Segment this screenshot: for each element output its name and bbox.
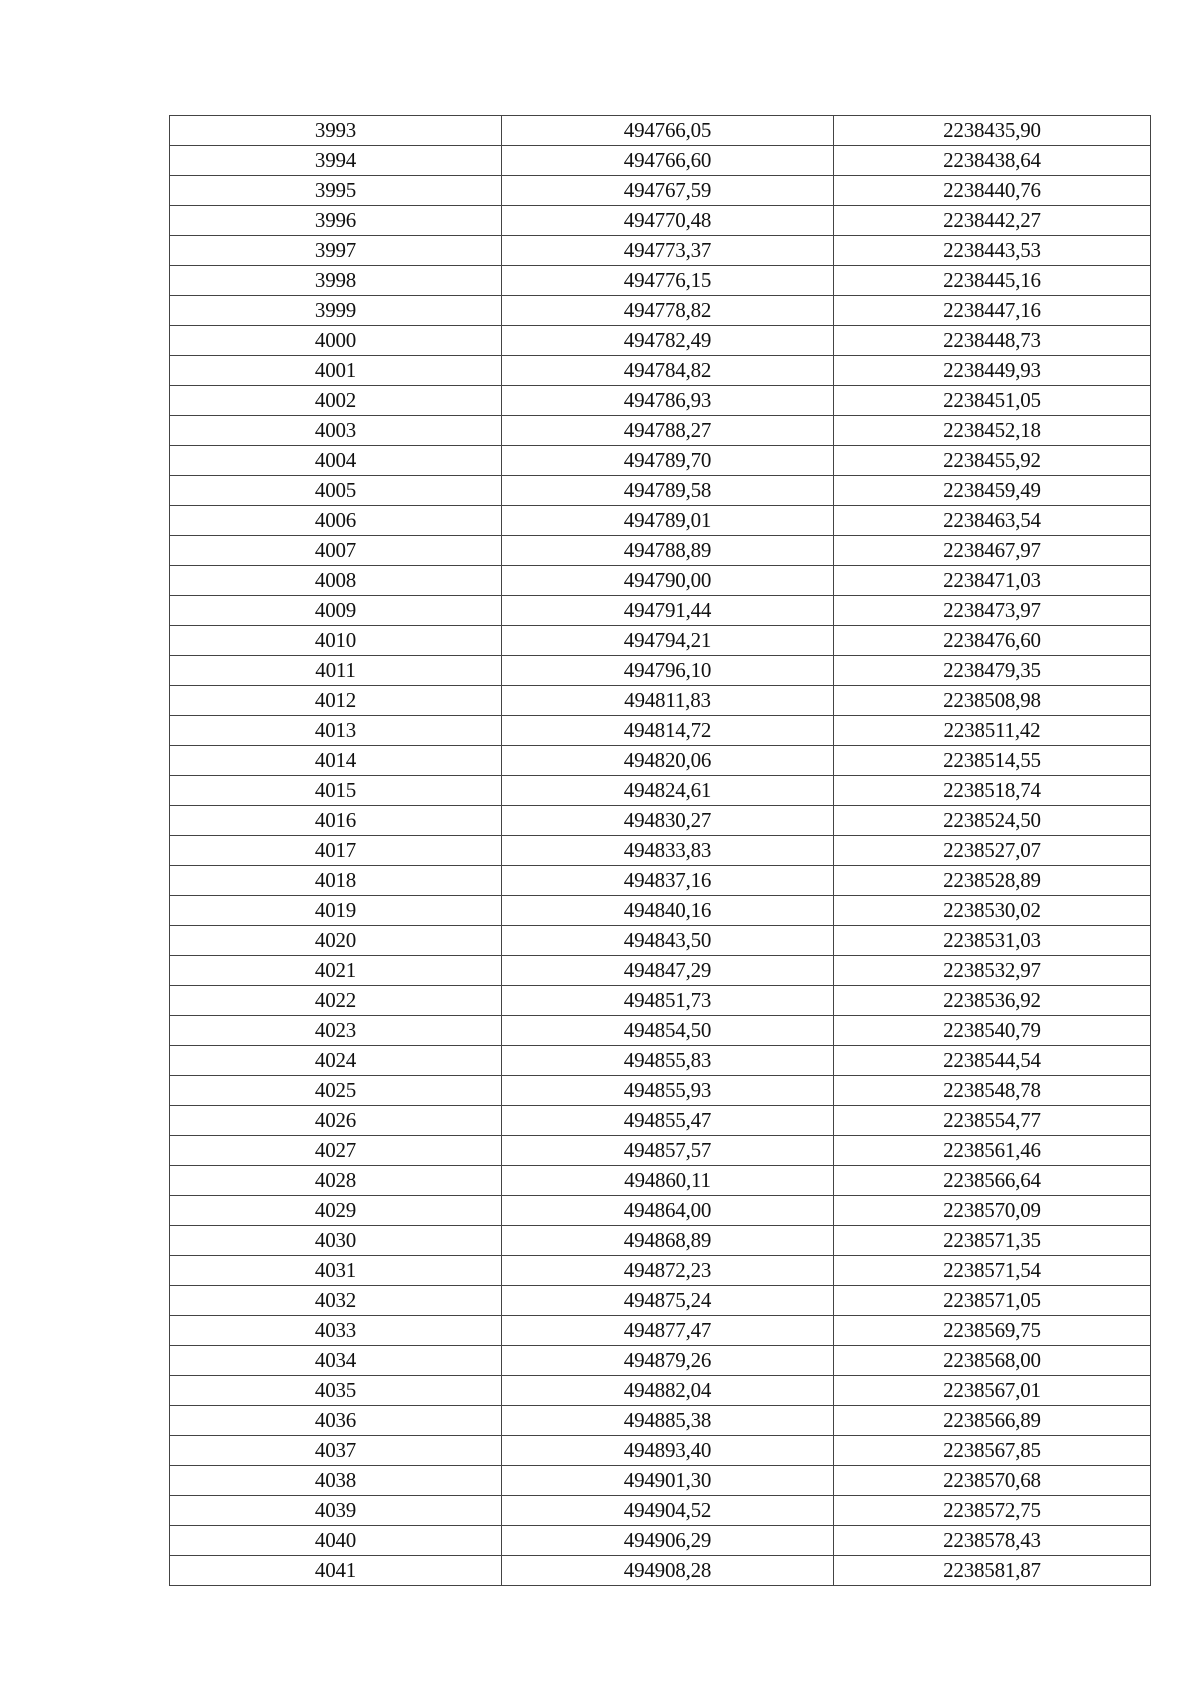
point-number-cell: 4000 — [170, 326, 502, 356]
point-number-cell: 4035 — [170, 1376, 502, 1406]
table-row — [170, 386, 1151, 416]
x-coordinate-cell: 494824,61 — [502, 776, 834, 806]
point-number-cell: 4027 — [170, 1136, 502, 1166]
point-number-cell: 3994 — [170, 146, 502, 176]
table-row — [170, 176, 1151, 206]
x-coordinate-cell: 494778,82 — [502, 296, 834, 326]
x-coordinate-cell: 494893,40 — [502, 1436, 834, 1466]
table-row — [170, 596, 1151, 626]
x-coordinate-cell: 494796,10 — [502, 656, 834, 686]
y-coordinate-cell: 2238532,97 — [834, 956, 1151, 986]
x-coordinate-cell: 494776,15 — [502, 266, 834, 296]
table-row — [170, 746, 1151, 776]
point-number-cell: 3999 — [170, 296, 502, 326]
x-coordinate-cell: 494789,01 — [502, 506, 834, 536]
y-coordinate-cell: 2238578,43 — [834, 1526, 1151, 1556]
x-coordinate-cell: 494855,83 — [502, 1046, 834, 1076]
y-coordinate-cell: 2238570,09 — [834, 1196, 1151, 1226]
y-coordinate-cell: 2238449,93 — [834, 356, 1151, 386]
y-coordinate-cell: 2238511,42 — [834, 716, 1151, 746]
y-coordinate-cell: 2238524,50 — [834, 806, 1151, 836]
table-row — [170, 1046, 1151, 1076]
y-coordinate-cell: 2238571,35 — [834, 1226, 1151, 1256]
table-row — [170, 236, 1151, 266]
x-coordinate-cell: 494788,27 — [502, 416, 834, 446]
table-row — [170, 476, 1151, 506]
y-coordinate-cell: 2238554,77 — [834, 1106, 1151, 1136]
x-coordinate-cell: 494879,26 — [502, 1346, 834, 1376]
table-row — [170, 686, 1151, 716]
y-coordinate-cell: 2238571,54 — [834, 1256, 1151, 1286]
y-coordinate-cell: 2238476,60 — [834, 626, 1151, 656]
point-number-cell: 4034 — [170, 1346, 502, 1376]
y-coordinate-cell: 2238566,64 — [834, 1166, 1151, 1196]
table-row — [170, 1286, 1151, 1316]
x-coordinate-cell: 494875,24 — [502, 1286, 834, 1316]
point-number-cell: 4017 — [170, 836, 502, 866]
y-coordinate-cell: 2238568,00 — [834, 1346, 1151, 1376]
x-coordinate-cell: 494868,89 — [502, 1226, 834, 1256]
y-coordinate-cell: 2238536,92 — [834, 986, 1151, 1016]
x-coordinate-cell: 494811,83 — [502, 686, 834, 716]
table-row — [170, 956, 1151, 986]
point-number-cell: 4008 — [170, 566, 502, 596]
point-number-cell: 4041 — [170, 1556, 502, 1586]
x-coordinate-cell: 494843,50 — [502, 926, 834, 956]
y-coordinate-cell: 2238548,78 — [834, 1076, 1151, 1106]
point-number-cell: 4036 — [170, 1406, 502, 1436]
point-number-cell: 4010 — [170, 626, 502, 656]
table-row — [170, 1496, 1151, 1526]
x-coordinate-cell: 494872,23 — [502, 1256, 834, 1286]
table-row — [170, 1556, 1151, 1586]
x-coordinate-cell: 494885,38 — [502, 1406, 834, 1436]
table-row — [170, 1346, 1151, 1376]
point-number-cell: 4007 — [170, 536, 502, 566]
y-coordinate-cell: 2238440,76 — [834, 176, 1151, 206]
table-row — [170, 806, 1151, 836]
point-number-cell: 4019 — [170, 896, 502, 926]
y-coordinate-cell: 2238448,73 — [834, 326, 1151, 356]
table-row — [170, 1436, 1151, 1466]
table-row — [170, 116, 1151, 146]
x-coordinate-cell: 494901,30 — [502, 1466, 834, 1496]
x-coordinate-cell: 494855,93 — [502, 1076, 834, 1106]
table-row — [170, 1106, 1151, 1136]
y-coordinate-cell: 2238566,89 — [834, 1406, 1151, 1436]
point-number-cell: 4004 — [170, 446, 502, 476]
x-coordinate-cell: 494820,06 — [502, 746, 834, 776]
table-row — [170, 356, 1151, 386]
table-row — [170, 446, 1151, 476]
point-number-cell: 4029 — [170, 1196, 502, 1226]
point-number-cell: 4021 — [170, 956, 502, 986]
y-coordinate-cell: 2238467,97 — [834, 536, 1151, 566]
x-coordinate-cell: 494790,00 — [502, 566, 834, 596]
point-number-cell: 4022 — [170, 986, 502, 1016]
y-coordinate-cell: 2238463,54 — [834, 506, 1151, 536]
point-number-cell: 4038 — [170, 1466, 502, 1496]
x-coordinate-cell: 494857,57 — [502, 1136, 834, 1166]
point-number-cell: 4031 — [170, 1256, 502, 1286]
y-coordinate-cell: 2238544,54 — [834, 1046, 1151, 1076]
table-row — [170, 866, 1151, 896]
point-number-cell: 4040 — [170, 1526, 502, 1556]
point-number-cell: 4016 — [170, 806, 502, 836]
table-row — [170, 1136, 1151, 1166]
y-coordinate-cell: 2238459,49 — [834, 476, 1151, 506]
x-coordinate-cell: 494786,93 — [502, 386, 834, 416]
table-row — [170, 506, 1151, 536]
table-row — [170, 1076, 1151, 1106]
y-coordinate-cell: 2238531,03 — [834, 926, 1151, 956]
table-row — [170, 896, 1151, 926]
y-coordinate-cell: 2238508,98 — [834, 686, 1151, 716]
table-row — [170, 1376, 1151, 1406]
point-number-cell: 4030 — [170, 1226, 502, 1256]
point-number-cell: 4024 — [170, 1046, 502, 1076]
point-number-cell: 3998 — [170, 266, 502, 296]
table-row — [170, 1406, 1151, 1436]
y-coordinate-cell: 2238447,16 — [834, 296, 1151, 326]
y-coordinate-cell: 2238451,05 — [834, 386, 1151, 416]
table-row — [170, 146, 1151, 176]
x-coordinate-cell: 494794,21 — [502, 626, 834, 656]
x-coordinate-cell: 494782,49 — [502, 326, 834, 356]
point-number-cell: 4003 — [170, 416, 502, 446]
x-coordinate-cell: 494860,11 — [502, 1166, 834, 1196]
table-row — [170, 266, 1151, 296]
table-row — [170, 926, 1151, 956]
point-number-cell: 3995 — [170, 176, 502, 206]
table-row — [170, 1196, 1151, 1226]
y-coordinate-cell: 2238567,01 — [834, 1376, 1151, 1406]
y-coordinate-cell: 2238443,53 — [834, 236, 1151, 266]
table-row — [170, 1466, 1151, 1496]
y-coordinate-cell: 2238530,02 — [834, 896, 1151, 926]
coordinates-table-body — [170, 116, 1151, 1586]
y-coordinate-cell: 2238581,87 — [834, 1556, 1151, 1586]
y-coordinate-cell: 2238473,97 — [834, 596, 1151, 626]
point-number-cell: 4012 — [170, 686, 502, 716]
y-coordinate-cell: 2238571,05 — [834, 1286, 1151, 1316]
table-row — [170, 1016, 1151, 1046]
y-coordinate-cell: 2238445,16 — [834, 266, 1151, 296]
table-row — [170, 626, 1151, 656]
table-row — [170, 986, 1151, 1016]
y-coordinate-cell: 2238528,89 — [834, 866, 1151, 896]
y-coordinate-cell: 2238452,18 — [834, 416, 1151, 446]
x-coordinate-cell: 494789,70 — [502, 446, 834, 476]
table-row — [170, 566, 1151, 596]
table-row — [170, 326, 1151, 356]
point-number-cell: 4015 — [170, 776, 502, 806]
point-number-cell: 3996 — [170, 206, 502, 236]
point-number-cell: 4032 — [170, 1286, 502, 1316]
coordinates-table — [169, 115, 1151, 1586]
x-coordinate-cell: 494906,29 — [502, 1526, 834, 1556]
y-coordinate-cell: 2238567,85 — [834, 1436, 1151, 1466]
x-coordinate-cell: 494788,89 — [502, 536, 834, 566]
x-coordinate-cell: 494791,44 — [502, 596, 834, 626]
y-coordinate-cell: 2238561,46 — [834, 1136, 1151, 1166]
x-coordinate-cell: 494766,05 — [502, 116, 834, 146]
table-row — [170, 1166, 1151, 1196]
point-number-cell: 4023 — [170, 1016, 502, 1046]
point-number-cell: 4014 — [170, 746, 502, 776]
table-row — [170, 716, 1151, 746]
x-coordinate-cell: 494837,16 — [502, 866, 834, 896]
x-coordinate-cell: 494830,27 — [502, 806, 834, 836]
x-coordinate-cell: 494882,04 — [502, 1376, 834, 1406]
point-number-cell: 4011 — [170, 656, 502, 686]
x-coordinate-cell: 494908,28 — [502, 1556, 834, 1586]
y-coordinate-cell: 2238569,75 — [834, 1316, 1151, 1346]
point-number-cell: 4013 — [170, 716, 502, 746]
point-number-cell: 4033 — [170, 1316, 502, 1346]
point-number-cell: 4020 — [170, 926, 502, 956]
point-number-cell: 4006 — [170, 506, 502, 536]
point-number-cell: 4037 — [170, 1436, 502, 1466]
table-row — [170, 1256, 1151, 1286]
table-row — [170, 296, 1151, 326]
point-number-cell: 4025 — [170, 1076, 502, 1106]
y-coordinate-cell: 2238572,75 — [834, 1496, 1151, 1526]
x-coordinate-cell: 494855,47 — [502, 1106, 834, 1136]
x-coordinate-cell: 494789,58 — [502, 476, 834, 506]
x-coordinate-cell: 494864,00 — [502, 1196, 834, 1226]
table-row — [170, 1526, 1151, 1556]
point-number-cell: 3997 — [170, 236, 502, 266]
x-coordinate-cell: 494767,59 — [502, 176, 834, 206]
x-coordinate-cell: 494766,60 — [502, 146, 834, 176]
table-row — [170, 206, 1151, 236]
x-coordinate-cell: 494847,29 — [502, 956, 834, 986]
y-coordinate-cell: 2238471,03 — [834, 566, 1151, 596]
x-coordinate-cell: 494904,52 — [502, 1496, 834, 1526]
table-row — [170, 416, 1151, 446]
y-coordinate-cell: 2238527,07 — [834, 836, 1151, 866]
y-coordinate-cell: 2238570,68 — [834, 1466, 1151, 1496]
point-number-cell: 4002 — [170, 386, 502, 416]
y-coordinate-cell: 2238540,79 — [834, 1016, 1151, 1046]
x-coordinate-cell: 494833,83 — [502, 836, 834, 866]
point-number-cell: 4001 — [170, 356, 502, 386]
point-number-cell: 4018 — [170, 866, 502, 896]
table-row — [170, 1316, 1151, 1346]
y-coordinate-cell: 2238518,74 — [834, 776, 1151, 806]
point-number-cell: 4039 — [170, 1496, 502, 1526]
table-row — [170, 536, 1151, 566]
y-coordinate-cell: 2238435,90 — [834, 116, 1151, 146]
x-coordinate-cell: 494877,47 — [502, 1316, 834, 1346]
y-coordinate-cell: 2238514,55 — [834, 746, 1151, 776]
x-coordinate-cell: 494814,72 — [502, 716, 834, 746]
y-coordinate-cell: 2238479,35 — [834, 656, 1151, 686]
table-row — [170, 776, 1151, 806]
table-row — [170, 656, 1151, 686]
table-row — [170, 836, 1151, 866]
x-coordinate-cell: 494851,73 — [502, 986, 834, 1016]
y-coordinate-cell: 2238438,64 — [834, 146, 1151, 176]
x-coordinate-cell: 494784,82 — [502, 356, 834, 386]
x-coordinate-cell: 494773,37 — [502, 236, 834, 266]
x-coordinate-cell: 494840,16 — [502, 896, 834, 926]
x-coordinate-cell: 494770,48 — [502, 206, 834, 236]
table-row — [170, 1226, 1151, 1256]
point-number-cell: 3993 — [170, 116, 502, 146]
point-number-cell: 4009 — [170, 596, 502, 626]
point-number-cell: 4005 — [170, 476, 502, 506]
x-coordinate-cell: 494854,50 — [502, 1016, 834, 1046]
point-number-cell: 4026 — [170, 1106, 502, 1136]
y-coordinate-cell: 2238442,27 — [834, 206, 1151, 236]
y-coordinate-cell: 2238455,92 — [834, 446, 1151, 476]
point-number-cell: 4028 — [170, 1166, 502, 1196]
